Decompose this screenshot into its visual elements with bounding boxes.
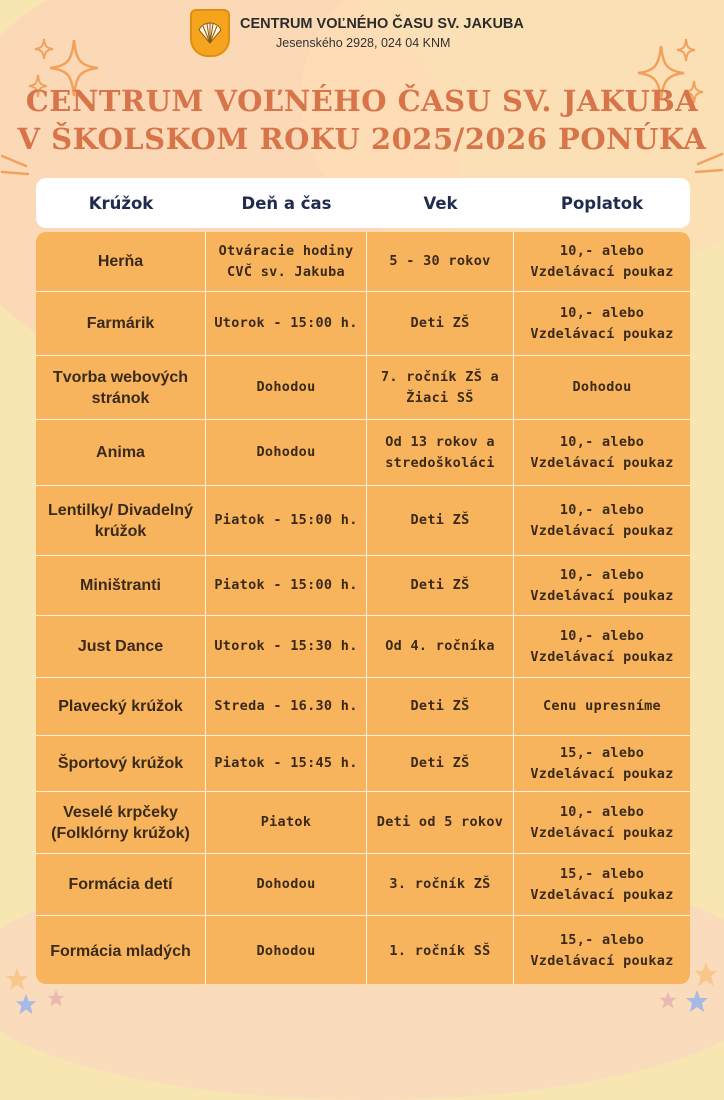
column-header-age: Vek: [423, 193, 458, 213]
fee: 10,- alebo Vzdelávací poukaz: [530, 803, 674, 841]
table-row: [36, 792, 690, 854]
activity-name: Veselé krpčeky (Folklórny krúžok): [36, 792, 206, 853]
table-row: [36, 854, 690, 916]
age: Deti ZŠ: [367, 556, 514, 615]
age: Od 13 rokov a stredoškoláci: [367, 420, 514, 485]
table-row: [36, 232, 690, 292]
table-row: [36, 616, 690, 678]
age: Deti od 5 rokov: [367, 792, 514, 853]
title-line-2: V ŠKOLSKOM ROKU 2025/2026 PONÚKA: [17, 122, 707, 156]
table-row: [36, 678, 690, 736]
star-icon: [46, 988, 66, 1008]
column-header-activity: Krúžok: [88, 193, 154, 213]
fee: 15,- alebo Vzdelávací poukaz: [530, 744, 674, 782]
table-row: [36, 736, 690, 792]
day-time: Utorok - 15:00 h.: [206, 292, 367, 355]
day-time: Dohodou: [206, 854, 367, 915]
column-header-fee: Poplatok: [560, 193, 644, 213]
activity-name: Športový krúžok: [36, 736, 206, 791]
fee: 10,- alebo Vzdelávací poukaz: [530, 433, 674, 471]
activity-name: Miništranti: [36, 556, 206, 615]
age: Deti ZŠ: [367, 736, 514, 791]
activity-name: Farmárik: [36, 292, 206, 355]
age: 3. ročník ZŠ: [367, 854, 514, 915]
table-row: [36, 916, 690, 984]
fee: 15,- alebo Vzdelávací poukaz: [530, 865, 674, 903]
day-time: Piatok - 15:00 h.: [206, 486, 367, 555]
age: 7. ročník ZŠ a Žiaci SŠ: [367, 356, 514, 419]
activity-name: Formácia detí: [36, 854, 206, 915]
table-row: [36, 486, 690, 556]
age: Deti ZŠ: [367, 486, 514, 555]
activity-name: Tvorba webových stránok: [36, 356, 206, 419]
fee: Cenu upresníme: [543, 698, 661, 714]
activity-name: Anima: [36, 420, 206, 485]
org-address: Jesenského 2928, 024 04 KNM: [276, 36, 451, 50]
day-time: Streda - 16.30 h.: [206, 678, 367, 735]
activity-name: Formácia mladých: [36, 916, 206, 984]
shell-icon: [190, 9, 230, 57]
table-header: [36, 178, 690, 228]
fee: 10,- alebo Vzdelávací poukaz: [530, 242, 674, 280]
activity-name: Plavecký krúžok: [36, 678, 206, 735]
sparkle-icon: [34, 38, 54, 60]
activity-name: Herňa: [36, 232, 206, 291]
day-time: Dohodou: [206, 356, 367, 419]
org-name: CENTRUM VOĽNÉHO ČASU SV. JAKUBA: [240, 16, 524, 32]
fee: 10,- alebo Vzdelávací poukaz: [530, 501, 674, 539]
age: Od 4. ročníka: [367, 616, 514, 677]
sparkle-icon: [676, 38, 696, 62]
fee: 10,- alebo Vzdelávací poukaz: [530, 566, 674, 604]
star-icon: [658, 990, 678, 1010]
activity-name: Just Dance: [36, 616, 206, 677]
day-time: Utorok - 15:30 h.: [206, 616, 367, 677]
table-row: [36, 292, 690, 356]
fee: 10,- alebo Vzdelávací poukaz: [530, 304, 674, 342]
star-icon: [4, 966, 30, 992]
table-row: [36, 420, 690, 486]
age: Deti ZŠ: [367, 678, 514, 735]
activity-name: Lentilky/ Divadelný krúžok: [36, 486, 206, 555]
activities-table: [36, 232, 690, 984]
fee: Dohodou: [572, 379, 632, 395]
fee: 10,- alebo Vzdelávací poukaz: [530, 627, 674, 665]
fee: 15,- alebo Vzdelávací poukaz: [530, 932, 674, 969]
day-time: Piatok - 15:45 h.: [206, 736, 367, 791]
age: 5 - 30 rokov: [367, 232, 514, 291]
page-title: [0, 82, 724, 158]
day-time: Otváracie hodiny CVČ sv. Jakuba: [206, 232, 367, 291]
day-time: Dohodou: [206, 420, 367, 485]
day-time: Piatok - 15:00 h.: [206, 556, 367, 615]
day-time: Piatok: [206, 792, 367, 853]
age: Deti ZŠ: [367, 292, 514, 355]
column-header-day-time: Deň a čas: [241, 193, 332, 213]
table-row: [36, 556, 690, 616]
table-row: [36, 356, 690, 420]
day-time: Dohodou: [206, 916, 367, 984]
org-header: [190, 6, 524, 60]
star-icon: [692, 960, 720, 988]
star-icon: [14, 992, 38, 1016]
star-icon: [684, 988, 710, 1014]
title-line-1: CENTRUM VOĽNÉHO ČASU SV. JAKUBA: [25, 84, 699, 118]
age: 1. ročník SŠ: [367, 916, 514, 984]
